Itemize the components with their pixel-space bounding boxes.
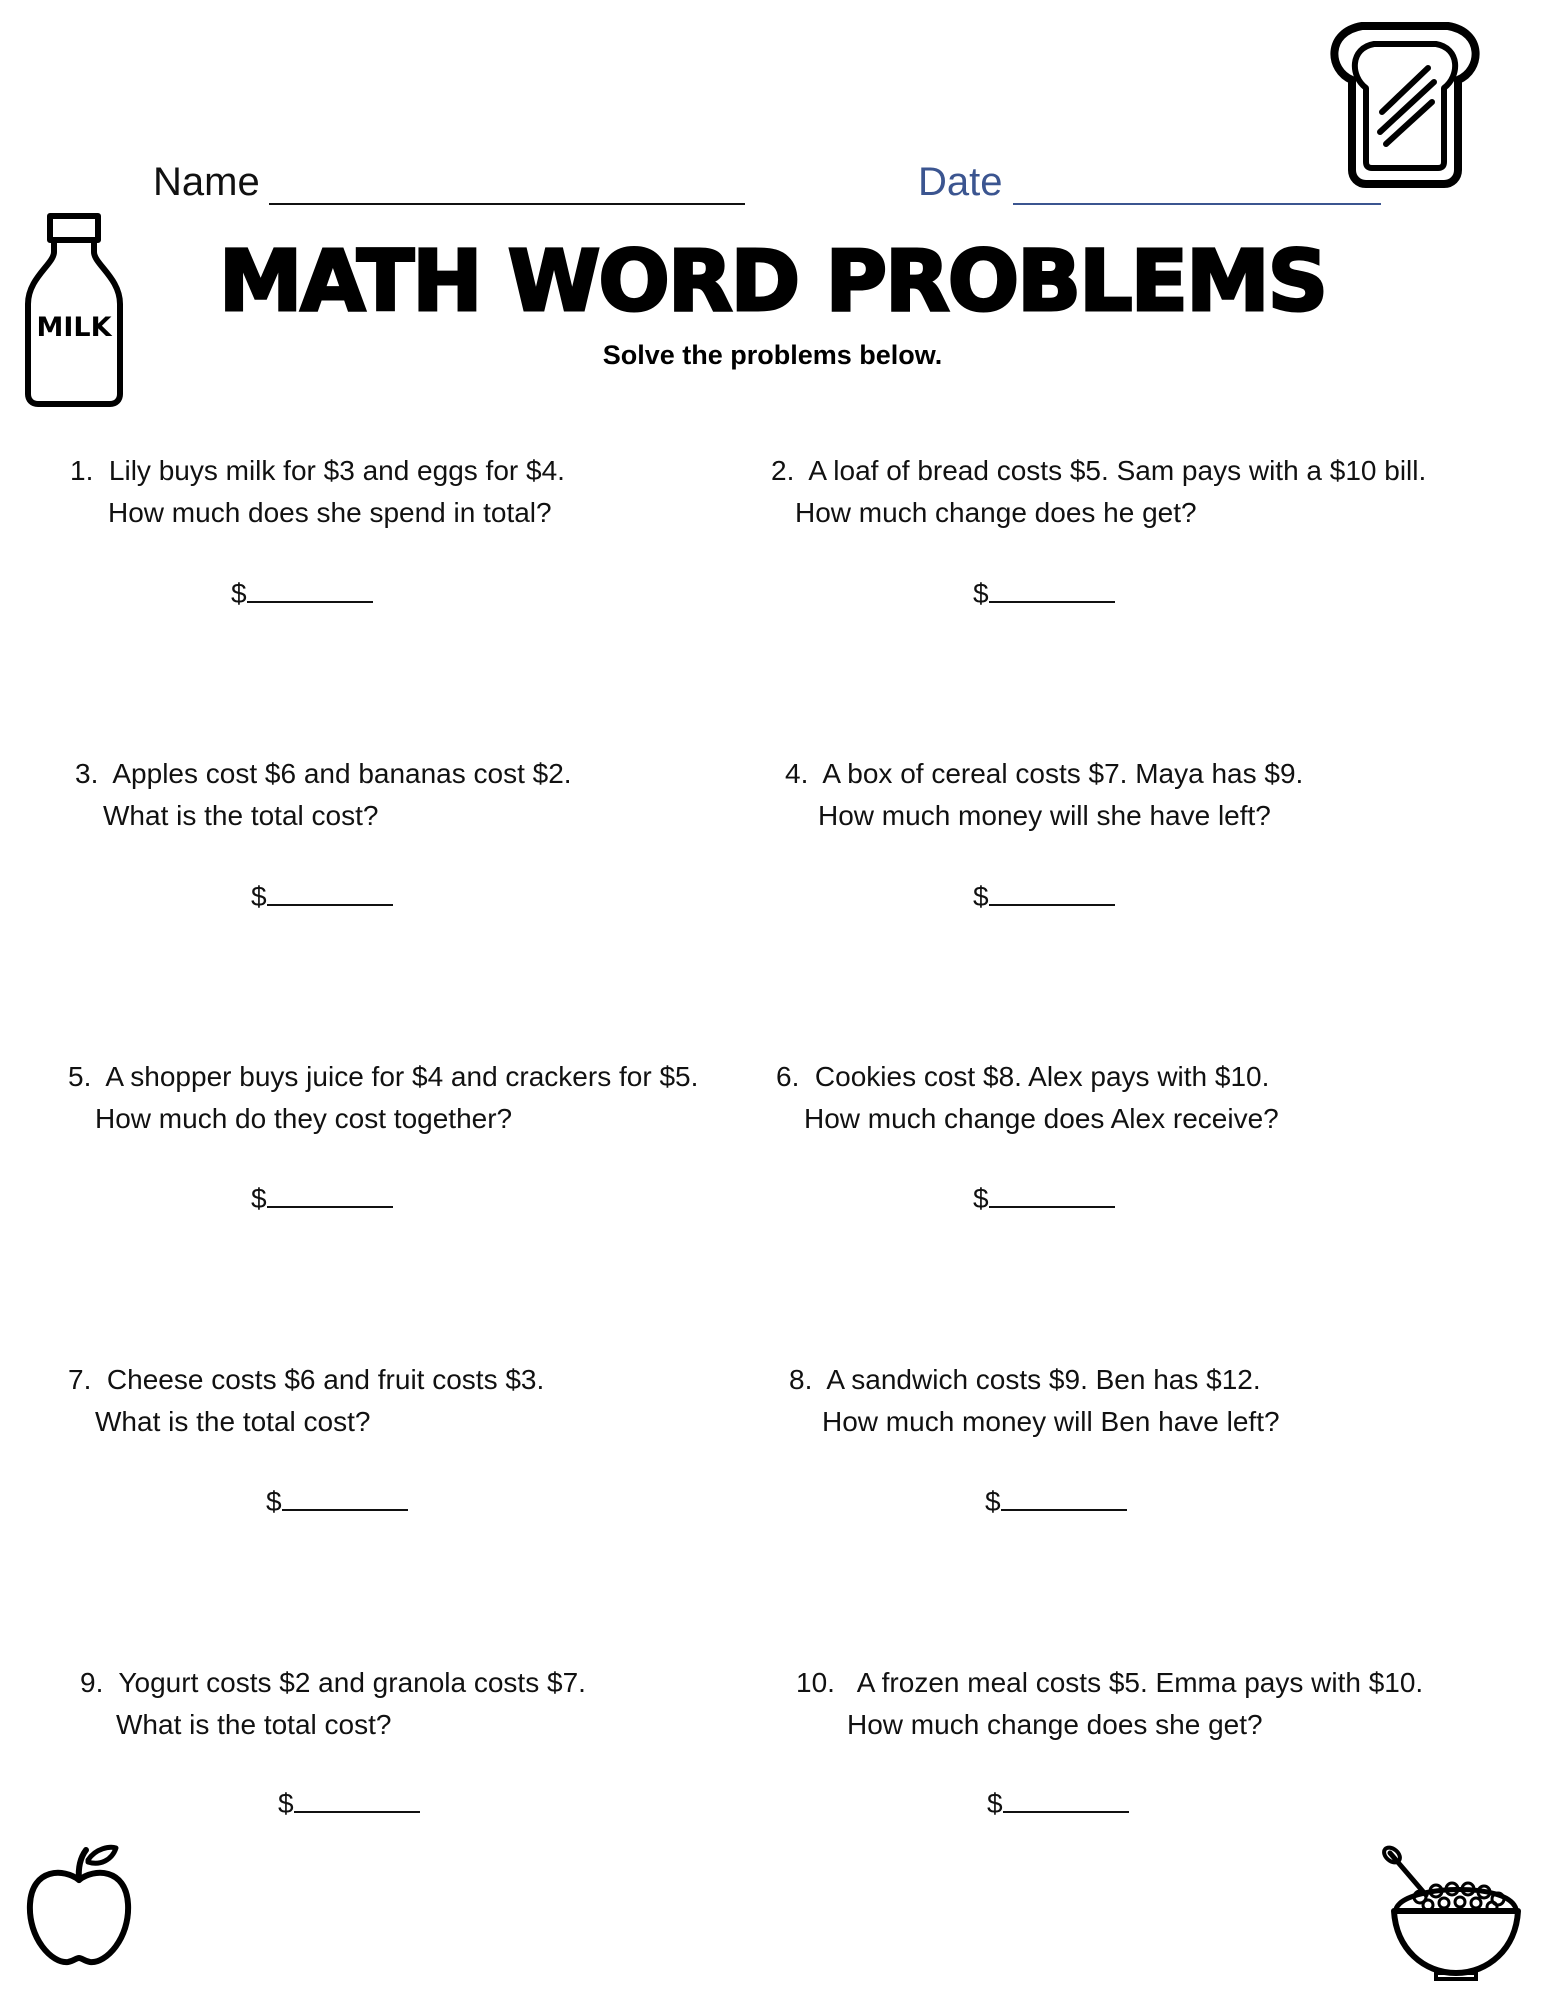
name-field[interactable] xyxy=(269,203,745,205)
apple-icon xyxy=(24,1838,134,1968)
problem-text: Yogurt costs $2 and granola costs $7. xyxy=(118,1667,586,1698)
problem-text: Cookies cost $8. Alex pays with $10. xyxy=(814,1061,1270,1092)
problem-number: 3. xyxy=(75,758,99,789)
problem-6 xyxy=(776,1056,1279,1140)
dollar-sign: $ xyxy=(973,1183,989,1214)
answer-blank[interactable] xyxy=(267,882,393,906)
problem-10 xyxy=(796,1662,1423,1746)
dollar-sign: $ xyxy=(231,578,247,609)
answer-8[interactable] xyxy=(985,1486,1127,1518)
problem-text: A frozen meal costs $5. Emma pays with $10. xyxy=(856,1667,1424,1698)
milk-bottle-icon xyxy=(24,212,124,408)
date-label: Date xyxy=(918,160,1003,204)
problem-text: A loaf of bread costs $5. Sam pays with a $10 bill. xyxy=(808,455,1427,486)
problem-number: 4. xyxy=(785,758,809,789)
cereal-bowl-icon xyxy=(1380,1845,1530,1985)
bread-slice-icon xyxy=(1322,20,1488,190)
milk-label: MILK xyxy=(36,312,112,343)
problem-question: How much change does Alex receive? xyxy=(804,1103,1279,1134)
answer-6[interactable] xyxy=(973,1183,1115,1215)
answer-blank[interactable] xyxy=(989,882,1115,906)
problem-question: How much does she spend in total? xyxy=(108,497,552,528)
problem-question: How much do they cost together? xyxy=(95,1103,513,1134)
problem-text: A shopper buys juice for $4 and crackers for $5. xyxy=(105,1061,699,1092)
problem-number: 2. xyxy=(771,455,795,486)
problem-question: How much money will Ben have left? xyxy=(822,1406,1280,1437)
problem-question: How much change does she get? xyxy=(847,1709,1263,1740)
problem-2 xyxy=(771,450,1426,534)
answer-blank[interactable] xyxy=(267,1184,393,1208)
dollar-sign: $ xyxy=(985,1486,1001,1517)
problem-number: 7. xyxy=(68,1364,92,1395)
problem-text: A sandwich costs $9. Ben has $12. xyxy=(826,1364,1261,1395)
name-label: Name xyxy=(153,160,260,204)
answer-blank[interactable] xyxy=(1001,1487,1127,1511)
instructions: Solve the problems below. xyxy=(602,340,943,370)
dollar-sign: $ xyxy=(973,578,989,609)
answer-4[interactable] xyxy=(973,881,1115,913)
dollar-sign: $ xyxy=(251,1183,267,1214)
problem-5 xyxy=(68,1056,698,1140)
problem-question: What is the total cost? xyxy=(103,800,379,831)
answer-9[interactable] xyxy=(278,1788,420,1820)
problem-question: What is the total cost? xyxy=(95,1406,371,1437)
problem-8 xyxy=(789,1359,1280,1443)
problem-number: 5. xyxy=(68,1061,92,1092)
answer-blank[interactable] xyxy=(989,1184,1115,1208)
date-field[interactable] xyxy=(1013,203,1381,205)
answer-3[interactable] xyxy=(251,881,393,913)
problem-question: What is the total cost? xyxy=(116,1709,392,1740)
problem-text: Lily buys milk for $3 and eggs for $4. xyxy=(108,455,565,486)
problem-number: 1. xyxy=(70,455,94,486)
problem-9 xyxy=(80,1662,586,1746)
problem-question: How much change does he get? xyxy=(795,497,1197,528)
dollar-sign: $ xyxy=(987,1788,1003,1819)
problem-number: 6. xyxy=(776,1061,800,1092)
problem-1 xyxy=(70,450,565,534)
answer-2[interactable] xyxy=(973,578,1115,610)
dollar-sign: $ xyxy=(251,881,267,912)
dollar-sign: $ xyxy=(278,1788,294,1819)
dollar-sign: $ xyxy=(266,1486,282,1517)
page-title: MATH WORD PROBLEMS xyxy=(218,232,1327,330)
answer-1[interactable] xyxy=(231,578,373,610)
answer-blank[interactable] xyxy=(1003,1789,1129,1813)
problem-text: A box of cereal costs $7. Maya has $9. xyxy=(822,758,1304,789)
answer-blank[interactable] xyxy=(294,1789,420,1813)
answer-7[interactable] xyxy=(266,1486,408,1518)
answer-5[interactable] xyxy=(251,1183,393,1215)
problem-7 xyxy=(68,1359,544,1443)
answer-10[interactable] xyxy=(987,1788,1129,1820)
answer-blank[interactable] xyxy=(247,579,373,603)
problem-number: 10. xyxy=(796,1667,835,1698)
problem-text: Apples cost $6 and bananas cost $2. xyxy=(112,758,572,789)
problem-number: 9. xyxy=(80,1667,104,1698)
answer-blank[interactable] xyxy=(989,579,1115,603)
problem-question: How much money will she have left? xyxy=(818,800,1271,831)
problem-text: Cheese costs $6 and fruit costs $3. xyxy=(106,1364,545,1395)
problem-3 xyxy=(75,753,572,837)
problem-4 xyxy=(785,753,1303,837)
problem-number: 8. xyxy=(789,1364,813,1395)
answer-blank[interactable] xyxy=(282,1487,408,1511)
dollar-sign: $ xyxy=(973,881,989,912)
